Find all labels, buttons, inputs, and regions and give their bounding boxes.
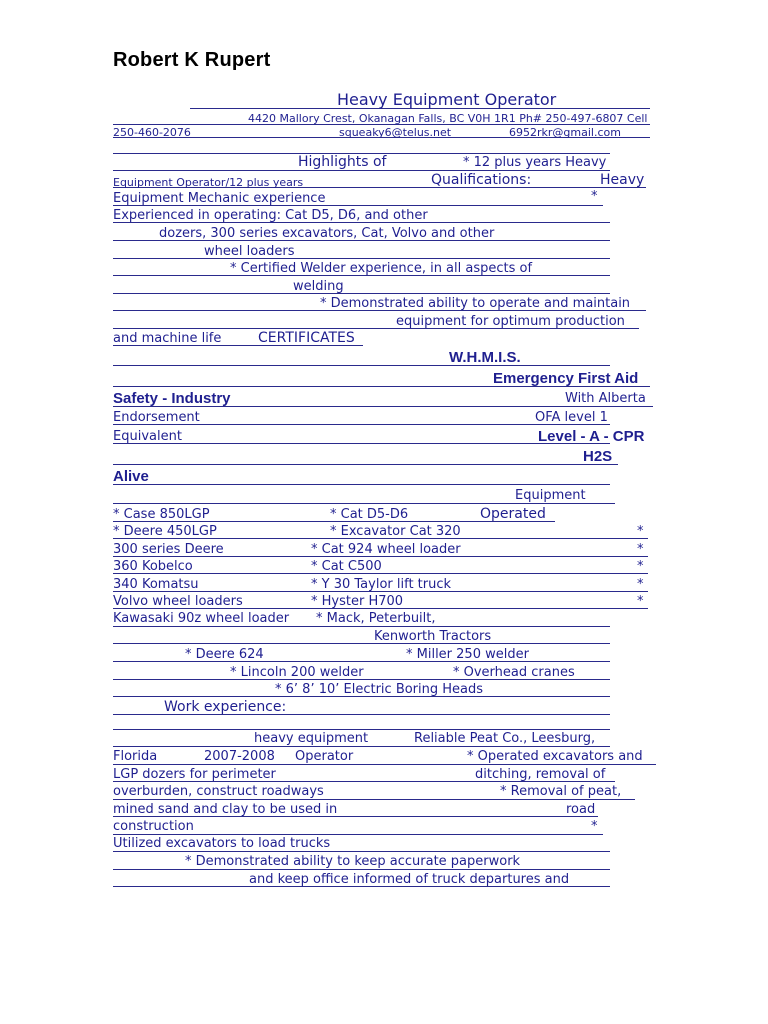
work-heading: Work experience: (164, 699, 287, 715)
work-line-2b: * Removal of peat, (500, 784, 622, 799)
equipment-deere624: * Deere 624 (185, 647, 264, 662)
equipment-mid-1: * Cat D5-D6 (330, 507, 409, 522)
work-line-4: construction (113, 819, 194, 834)
job-title: Heavy Equipment Operator (337, 90, 557, 109)
work-line-4b: * (591, 819, 598, 834)
equipment-kenworth: Kenworth Tractors (374, 629, 492, 644)
highlight-line-2: Equipment Operator/12 plus years (113, 176, 304, 189)
highlight-line-7: * Certified Welder experience, in all aspects of (230, 261, 533, 276)
work-line-3b: road (566, 802, 596, 817)
equipment-mid-7: * Mack, Peterbuilt, (316, 611, 436, 626)
equipment-lincoln: * Lincoln 200 welder (230, 665, 364, 680)
cert-ofa: OFA level 1 (535, 410, 608, 425)
equipment-right-4: * (637, 559, 644, 574)
equipment-miller: * Miller 250 welder (406, 647, 529, 662)
highlight-line-2b: Heavy (600, 172, 645, 188)
equipment-right-6: * (637, 594, 644, 609)
work-line-6: * Demonstrated ability to keep accurate paperwork (185, 854, 521, 869)
work-line-1: LGP dozers for perimeter (113, 767, 276, 782)
rule-line (113, 851, 610, 852)
highlight-line-11: and machine life (113, 331, 222, 346)
work-line-5: Utilized excavators to load trucks (113, 836, 331, 851)
equipment-left-6: Volvo wheel loaders (113, 594, 243, 609)
work-line-2: overburden, construct roadways (113, 784, 324, 799)
rule-line (113, 729, 610, 730)
rule-line (113, 503, 615, 504)
rule-line (113, 258, 610, 259)
highlight-line-4: Experienced in operating: Cat D5, D6, and other (113, 208, 428, 223)
highlight-line-10: equipment for optimum production (396, 314, 625, 329)
equipment-mid-4: * Cat C500 (311, 559, 382, 574)
equipment-left-1: * Case 850LGP (113, 507, 210, 522)
highlight-line-5: dozers, 300 series excavators, Cat, Volvo and other (159, 226, 495, 241)
contact-address: 4420 Mallory Crest, Okanagan Falls, BC V0H 1R1 Ph# 250-497-6807 Cell (248, 112, 648, 125)
highlight-line-9: * Demonstrated ability to operate and maintain (320, 296, 631, 311)
rule-line (113, 443, 610, 444)
operated-heading: Operated (480, 506, 546, 522)
rule-line (113, 170, 610, 171)
highlight-line-6: wheel loaders (204, 244, 295, 259)
cert-whmis: W.H.M.I.S. (449, 349, 521, 366)
cert-with-alberta: With Alberta (565, 391, 646, 406)
work-florida: Florida (113, 749, 158, 764)
work-line-3: mined sand and clay to be used in (113, 802, 338, 817)
equipment-left-3: 300 series Deere (113, 542, 224, 557)
qualifications-heading: Qualifications: (431, 172, 532, 188)
highlight-line-8: welding (293, 279, 344, 294)
equipment-cranes: * Overhead cranes (453, 665, 575, 680)
equipment-mid-6: * Hyster H700 (311, 594, 404, 609)
cert-efa: Emergency First Aid (493, 370, 639, 387)
equipment-mid-5: * Y 30 Taylor lift truck (311, 577, 452, 592)
work-job-a: heavy equipment (254, 731, 369, 746)
rule-line (113, 764, 656, 765)
contact-email-2: 6952rkr@gmail.com (509, 126, 621, 139)
contact-cell: 250-460-2076 (113, 126, 191, 139)
rule-line (113, 799, 635, 800)
work-company: Reliable Peat Co., Leesburg, (414, 731, 596, 746)
equipment-mid-3: * Cat 924 wheel loader (311, 542, 461, 557)
cert-safety: Safety - Industry (113, 390, 231, 407)
equipment-right-3: * (637, 542, 644, 557)
equipment-mid-2: * Excavator Cat 320 (330, 524, 461, 539)
rule-line (113, 293, 610, 294)
equipment-right-5: * (637, 577, 644, 592)
rule-line (113, 643, 610, 644)
highlight-line-3: Equipment Mechanic experience (113, 191, 326, 206)
rule-line (113, 869, 610, 870)
cert-endorsement: Endorsement (113, 410, 200, 425)
rule-line (113, 365, 610, 366)
equipment-left-4: 360 Kobelco (113, 559, 193, 574)
equipment-left-7: Kawasaki 90z wheel loader (113, 611, 290, 626)
cert-equivalent: Equivalent (113, 429, 182, 444)
equipment-boring: * 6’ 8’ 10’ Electric Boring Heads (275, 682, 484, 697)
rule-line (113, 484, 610, 485)
work-line-1b: ditching, removal of (475, 767, 606, 782)
highlight-bullet: * (591, 189, 598, 204)
certificates-heading: CERTIFICATES (258, 330, 355, 346)
cert-alive: Alive (113, 468, 149, 485)
equipment-left-2: * Deere 450LGP (113, 524, 217, 539)
equipment-right-2: * (637, 524, 644, 539)
rule-line (113, 834, 603, 835)
highlight-line-1: * 12 plus years Heavy (463, 155, 607, 170)
cert-h2s: H2S (583, 448, 613, 465)
rule-line (113, 626, 610, 627)
contact-email-1: squeaky6@telus.net (339, 126, 452, 139)
equipment-left-5: 340 Komatsu (113, 577, 199, 592)
applicant-name: Robert K Rupert (113, 49, 271, 71)
equipment-heading: Equipment (515, 488, 586, 503)
rule-line (113, 464, 618, 465)
work-operator: Operator (295, 749, 354, 764)
work-years: 2007-2008 (204, 749, 275, 764)
highlights-heading: Highlights of (298, 154, 387, 170)
work-bullet-1: * Operated excavators and (467, 749, 643, 764)
cert-level-a-cpr: Level - A - CPR (538, 428, 645, 445)
work-line-7: and keep office informed of truck departures and (249, 872, 570, 887)
rule-line (113, 746, 610, 747)
